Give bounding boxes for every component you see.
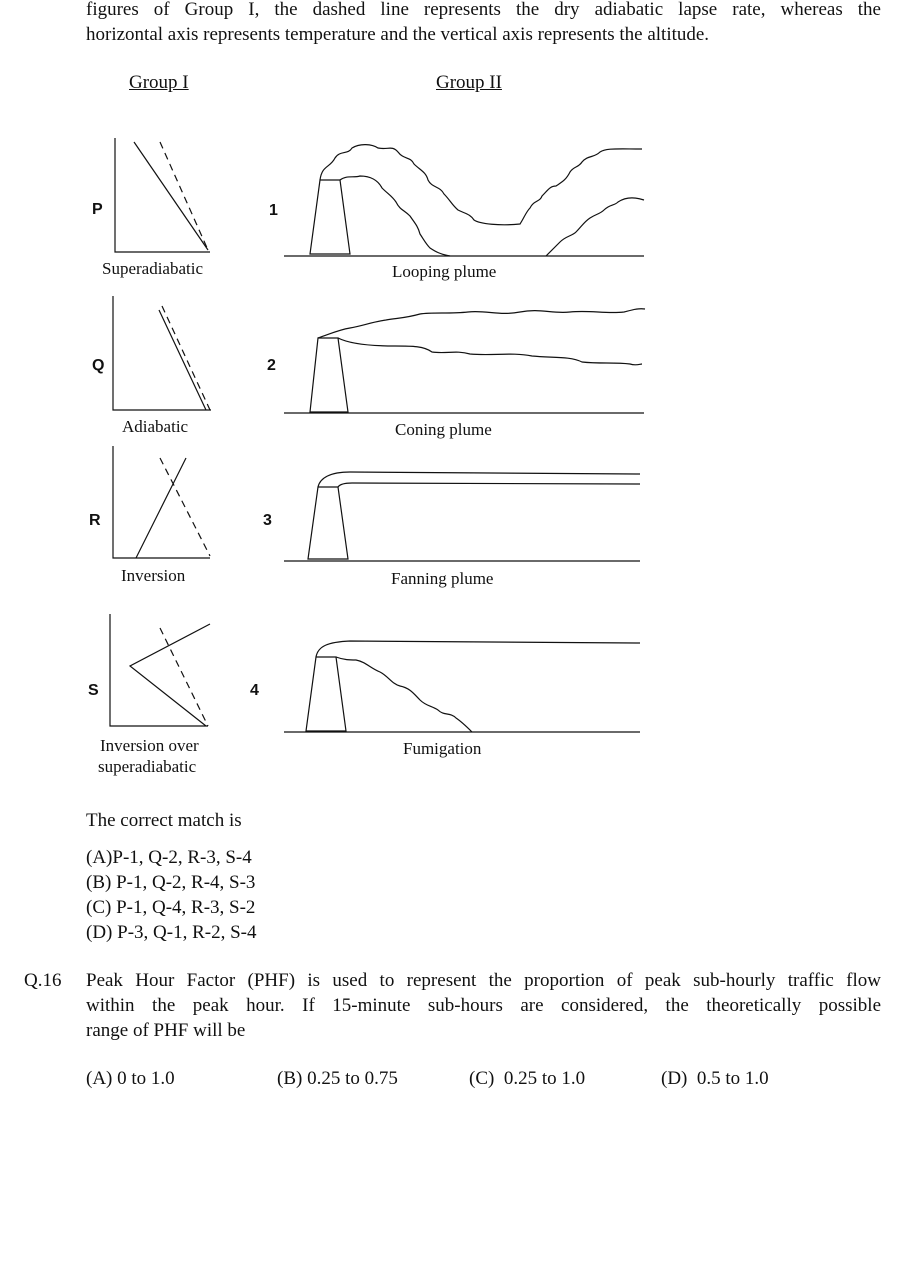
lapse-rate-graph-r [113,446,210,558]
option-label: (B) [86,872,112,893]
plume-graph-4 [284,641,640,732]
intro-line-1: figures of Group I, the dashed line represents the dry adiabatic lapse rate, whereas the [86,0,881,20]
dry-adiabatic-line-q [162,306,210,410]
plume-upper-3 [318,472,640,487]
row-letter-s: S [88,682,99,699]
plume-lower-3 [338,483,640,487]
dry-adiabatic-line-s [160,628,208,726]
group-1-heading: Group I [129,72,189,93]
row-number-2: 2 [267,357,276,374]
stack-4 [306,657,346,731]
q16-line-3: range of PHF will be [86,1020,246,1041]
dry-adiabatic-line-r [160,458,210,556]
plume-graph-2 [284,309,645,413]
stack-1 [310,180,350,254]
q15-option-d [86,920,256,945]
q15-option-c [86,895,255,920]
dry-adiabatic-line-p [160,142,208,250]
q16-option-c [469,1066,585,1091]
option-text: P-1, Q-4, R-3, S-2 [116,897,256,918]
option-text: P-1, Q-2, R-4, S-3 [116,872,256,893]
option-text: 0.25 to 1.0 [503,1068,586,1089]
q16-line-1: Peak Hour Factor (PHF) is used to represent the proportion of peak sub-hourly traffic flow [86,970,881,991]
option-label: (A) [86,847,113,868]
axes-p [115,138,210,252]
caption-r: Inversion [121,566,186,585]
lapse-rate-graph-p [115,138,210,252]
plume-lower-4 [336,657,472,732]
plume-lower-1 [340,176,450,256]
option-text: 0.5 to 1.0 [696,1068,769,1089]
environmental-lapse-line-r [136,458,186,558]
row-letter-q: Q [92,357,105,374]
option-text: P-1, Q-2, R-3, S-4 [112,847,252,868]
axes-q [113,296,211,410]
option-label: (C) [86,897,112,918]
plume-lower-2 [338,338,642,365]
caption-plume-4: Fumigation [403,739,482,758]
q15-prompt: The correct match is [86,810,242,831]
option-text: P-3, Q-1, R-2, S-4 [117,922,257,943]
option-label: (C) [469,1068,495,1089]
caption-p: Superadiabatic [102,259,204,278]
row-letter-r: R [89,512,101,529]
lapse-rate-graph-s [110,614,210,726]
q16-line-2: within the peak hour. If 15-minute sub-hours are considered, the theoretically possible [86,995,881,1016]
option-label: (B) [277,1068,303,1089]
plume-upper-1 [320,145,642,225]
plume-upper-4 [316,641,640,657]
row-number-4: 4 [250,682,259,699]
q16-number: Q.16 [24,970,62,991]
lapse-rate-graph-q [113,296,211,410]
q16-option-d [661,1066,769,1091]
caption-s-line-1: Inversion over [100,736,199,755]
caption-plume-2: Coning plume [395,420,492,439]
caption-s-line-2: superadiabatic [98,757,197,776]
caption-plume-1: Looping plume [392,262,497,281]
option-text: 0.25 to 0.75 [307,1068,398,1089]
plume-graph-3 [284,472,640,561]
group-2-heading: Group II [436,72,502,93]
row-number-1: 1 [269,202,278,219]
caption-q: Adiabatic [122,417,189,436]
option-label: (D) [86,922,113,943]
option-label: (D) [661,1068,688,1089]
option-text: 0 to 1.0 [117,1068,175,1089]
q15-option-b [86,870,255,895]
stack-3 [308,487,348,559]
option-label: (A) [86,1068,113,1089]
stack-2 [310,338,348,412]
q15-option-a [86,845,252,870]
row-letter-p: P [92,201,103,218]
plume-upper-2 [318,309,645,338]
axes-r [113,446,210,558]
q16-option-a [86,1066,175,1091]
row-number-3: 3 [263,512,272,529]
plume-graph-1 [284,145,644,256]
environmental-lapse-line-q [159,310,206,410]
axes-s [110,614,208,726]
q16-option-b [277,1066,398,1091]
intro-line-2: horizontal axis represents temperature and the vertical axis represents the altitude. [86,24,710,45]
plume-tail-1 [546,198,644,256]
caption-plume-3: Fanning plume [391,569,494,588]
environmental-lapse-line-p [134,142,208,250]
environmental-lapse-line-s [130,624,210,726]
